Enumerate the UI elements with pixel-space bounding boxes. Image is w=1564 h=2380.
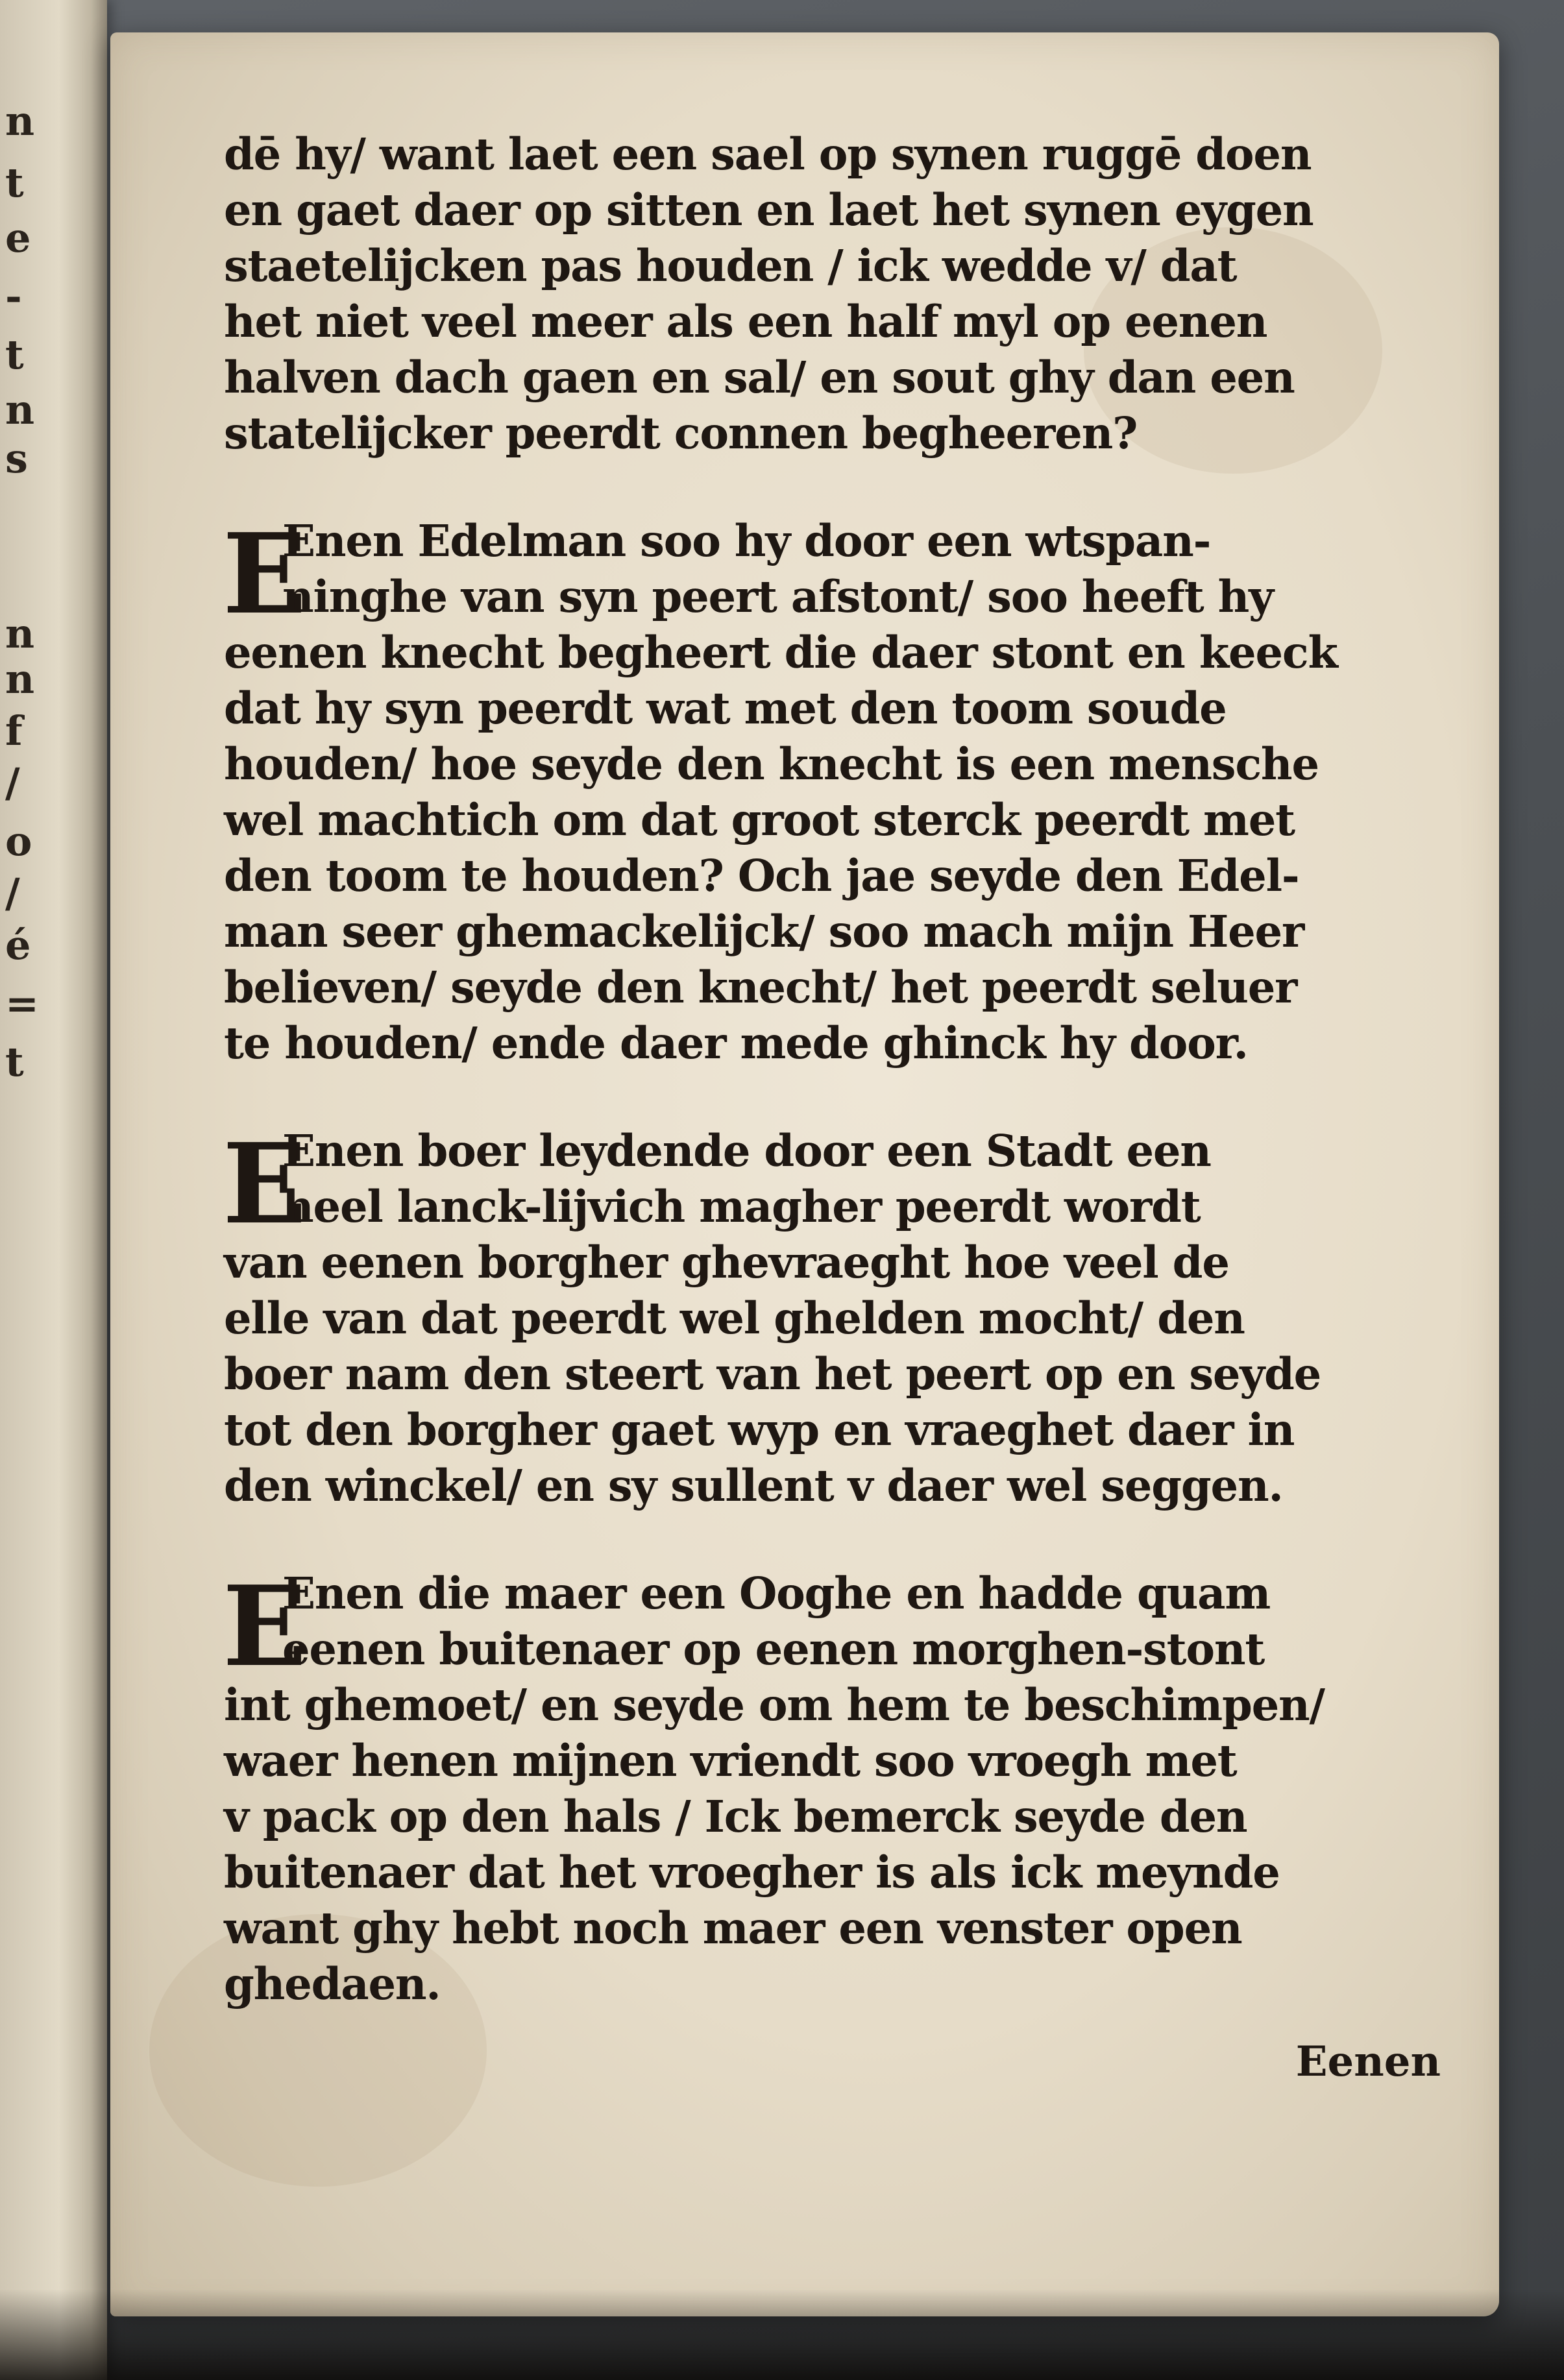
text-line: van eenen borgher ghevraeght hoe veel de bbox=[224, 1237, 1229, 1288]
paragraph-3 bbox=[223, 1119, 1411, 1514]
left-page-fragment: t bbox=[5, 159, 24, 206]
text-line: int ghemoet/ en seyde om hem te beschimpen/ bbox=[224, 1679, 1325, 1730]
text-line: het niet veel meer als een half myl op eenen bbox=[224, 296, 1267, 347]
paragraph-2 bbox=[223, 509, 1411, 1071]
left-page-fragment: é bbox=[5, 921, 31, 969]
left-page-edge bbox=[0, 0, 107, 2380]
left-page-fragment: - bbox=[5, 273, 22, 320]
text-line: Enen die maer een Ooghe en hadde quam bbox=[282, 1568, 1271, 1619]
text-line: man seer ghemackelijck/ soo mach mijn Heer bbox=[224, 906, 1304, 957]
left-page-fragment: t bbox=[5, 1038, 24, 1086]
text-line: en gaet daer op sitten en laet het synen eygen bbox=[224, 184, 1314, 236]
text-line: houden/ hoe seyde den knecht is een mensche bbox=[224, 738, 1319, 790]
drop-cap: E bbox=[223, 1119, 307, 1249]
table-shadow bbox=[0, 2289, 1564, 2380]
left-page-fragment: e bbox=[5, 214, 31, 261]
text-line: v pack op den hals / Ick bemerck seyde den bbox=[224, 1791, 1247, 1842]
page-text bbox=[224, 127, 1411, 2064]
left-page-fragment: / bbox=[5, 869, 20, 917]
left-page-fragment: n bbox=[5, 610, 35, 657]
text-line: dat hy syn peerdt wat met den toom soude bbox=[224, 683, 1227, 734]
left-page-fragment: n bbox=[5, 386, 35, 433]
text-line: dē hy/ want laet een sael op synen ruggē doen bbox=[224, 128, 1312, 180]
book-page bbox=[110, 32, 1499, 2316]
text-line: buitenaer dat het vroegher is als ick meynde bbox=[224, 1847, 1280, 1898]
text-line: ghedaen. bbox=[224, 1958, 441, 2010]
text-line: eenen knecht begheert die daer stont en keeck bbox=[224, 627, 1338, 678]
text-line: den winckel/ en sy sullent v daer wel seggen. bbox=[224, 1460, 1283, 1511]
left-page-fragment: o bbox=[5, 818, 32, 865]
left-page-fragment: f bbox=[5, 707, 23, 755]
text-line: Enen Edelman soo hy door een wtspan- bbox=[282, 515, 1211, 566]
left-page-fragment: / bbox=[5, 759, 20, 807]
paragraph-4 bbox=[223, 1562, 1411, 2012]
text-line: Enen boer leydende door een Stadt een bbox=[282, 1125, 1211, 1176]
left-page-fragment: s bbox=[5, 435, 28, 482]
text-line: te houden/ ende daer mede ghinck hy door. bbox=[224, 1017, 1248, 1069]
left-page-fragment: = bbox=[5, 980, 39, 1027]
text-line: staetelijcken pas houden / ick wedde v/ dat bbox=[224, 240, 1237, 291]
text-line: halven dach gaen en sal/ en sout ghy dan een bbox=[224, 352, 1295, 403]
text-line: boer nam den steert van het peert op en seyde bbox=[224, 1348, 1321, 1400]
text-line: ninghe van syn peert afstont/ soo heeft hy bbox=[282, 571, 1273, 622]
text-line: believen/ seyde den knecht/ het peerdt seluer bbox=[224, 962, 1297, 1013]
text-line: statelijcker peerdt connen begheeren? bbox=[224, 407, 1138, 459]
paragraph-1 bbox=[224, 127, 1411, 461]
text-line: elle van dat peerdt wel ghelden mocht/ den bbox=[224, 1293, 1245, 1344]
text-line: eenen buitenaer op eenen morghen-stont bbox=[282, 1623, 1265, 1675]
text-line: den toom te houden? Och jae seyde den Edel- bbox=[224, 850, 1299, 901]
left-page-fragment: n bbox=[5, 655, 35, 703]
left-page-fragment: n bbox=[5, 97, 35, 145]
drop-cap: E bbox=[223, 1562, 307, 1692]
catchword: Eenen bbox=[1295, 2037, 1441, 2086]
text-line: heel lanck-lijvich magher peerdt wordt bbox=[282, 1181, 1201, 1232]
text-line: waer henen mijnen vriendt soo vroegh met bbox=[224, 1735, 1237, 1786]
text-line: wel machtich om dat groot sterck peerdt met bbox=[224, 794, 1295, 845]
text-line: want ghy hebt noch maer een venster open bbox=[224, 1902, 1242, 1954]
drop-cap: E bbox=[223, 509, 307, 639]
text-line: tot den borgher gaet wyp en vraeghet daer in bbox=[224, 1404, 1295, 1455]
left-page-fragment: t bbox=[5, 331, 24, 378]
